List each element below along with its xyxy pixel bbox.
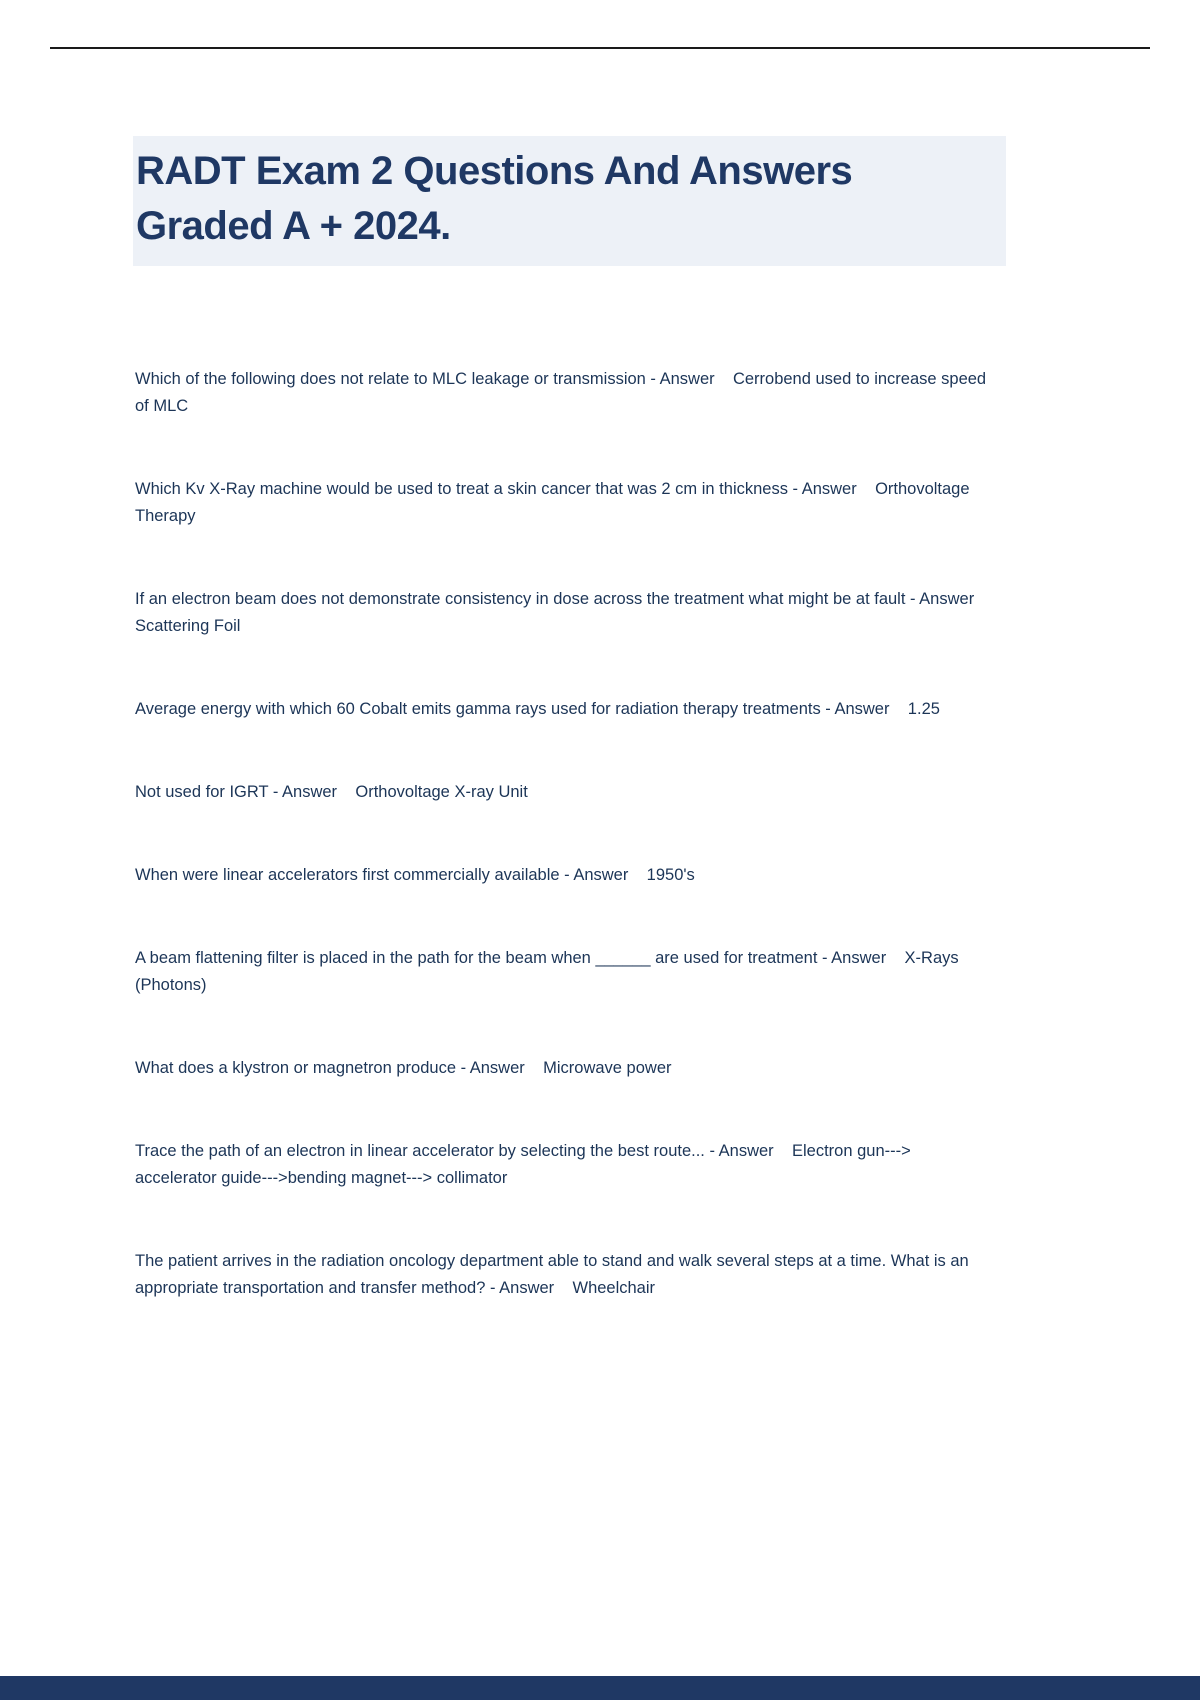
qa-item-8: What does a klystron or magnetron produce - Answer Microwave power (135, 1059, 672, 1077)
qa-item-3: If an electron beam does not demonstrate consistency in dose across the treatment what might be at fault - Answer Scattering Foil (135, 590, 993, 635)
qa-item-6: When were linear accelerators first commercially available - Answer 1950's (135, 866, 695, 884)
footer-bar (0, 1676, 1200, 1700)
header-rule (50, 47, 1150, 49)
qa-item-5: Not used for IGRT - Answer Orthovoltage X-ray Unit (135, 783, 528, 801)
title-line-1: RADT Exam 2 Questions And Answers (136, 149, 853, 193)
qa-item-1: Which of the following does not relate to MLC leakage or transmission - Answer Cerrobend used to increase speed of MLC (135, 370, 991, 415)
qa-item-7: A beam flattening filter is placed in the path for the beam when ______ are used for treatment - Answer X-Rays (Photons) (135, 949, 964, 994)
qa-item-10: The patient arrives in the radiation oncology department able to stand and walk several steps at a time. What is an appropriate transportation and transfer method? - Answer Wheelchair (135, 1252, 974, 1297)
document-title (133, 136, 1006, 266)
qa-item-4: Average energy with which 60 Cobalt emits gamma rays used for radiation therapy treatments - Answer 1.25 (135, 700, 940, 718)
qa-content (135, 366, 993, 1358)
qa-item-2: Which Kv X-Ray machine would be used to treat a skin cancer that was 2 cm in thickness - Answer Orthovoltage Therapy (135, 480, 974, 525)
title-line-2: Graded A + 2024. (136, 204, 451, 248)
qa-item-9: Trace the path of an electron in linear accelerator by selecting the best route... - Answer Electron gun---> accelerator guide--->bending magnet---> collimator (135, 1142, 916, 1187)
